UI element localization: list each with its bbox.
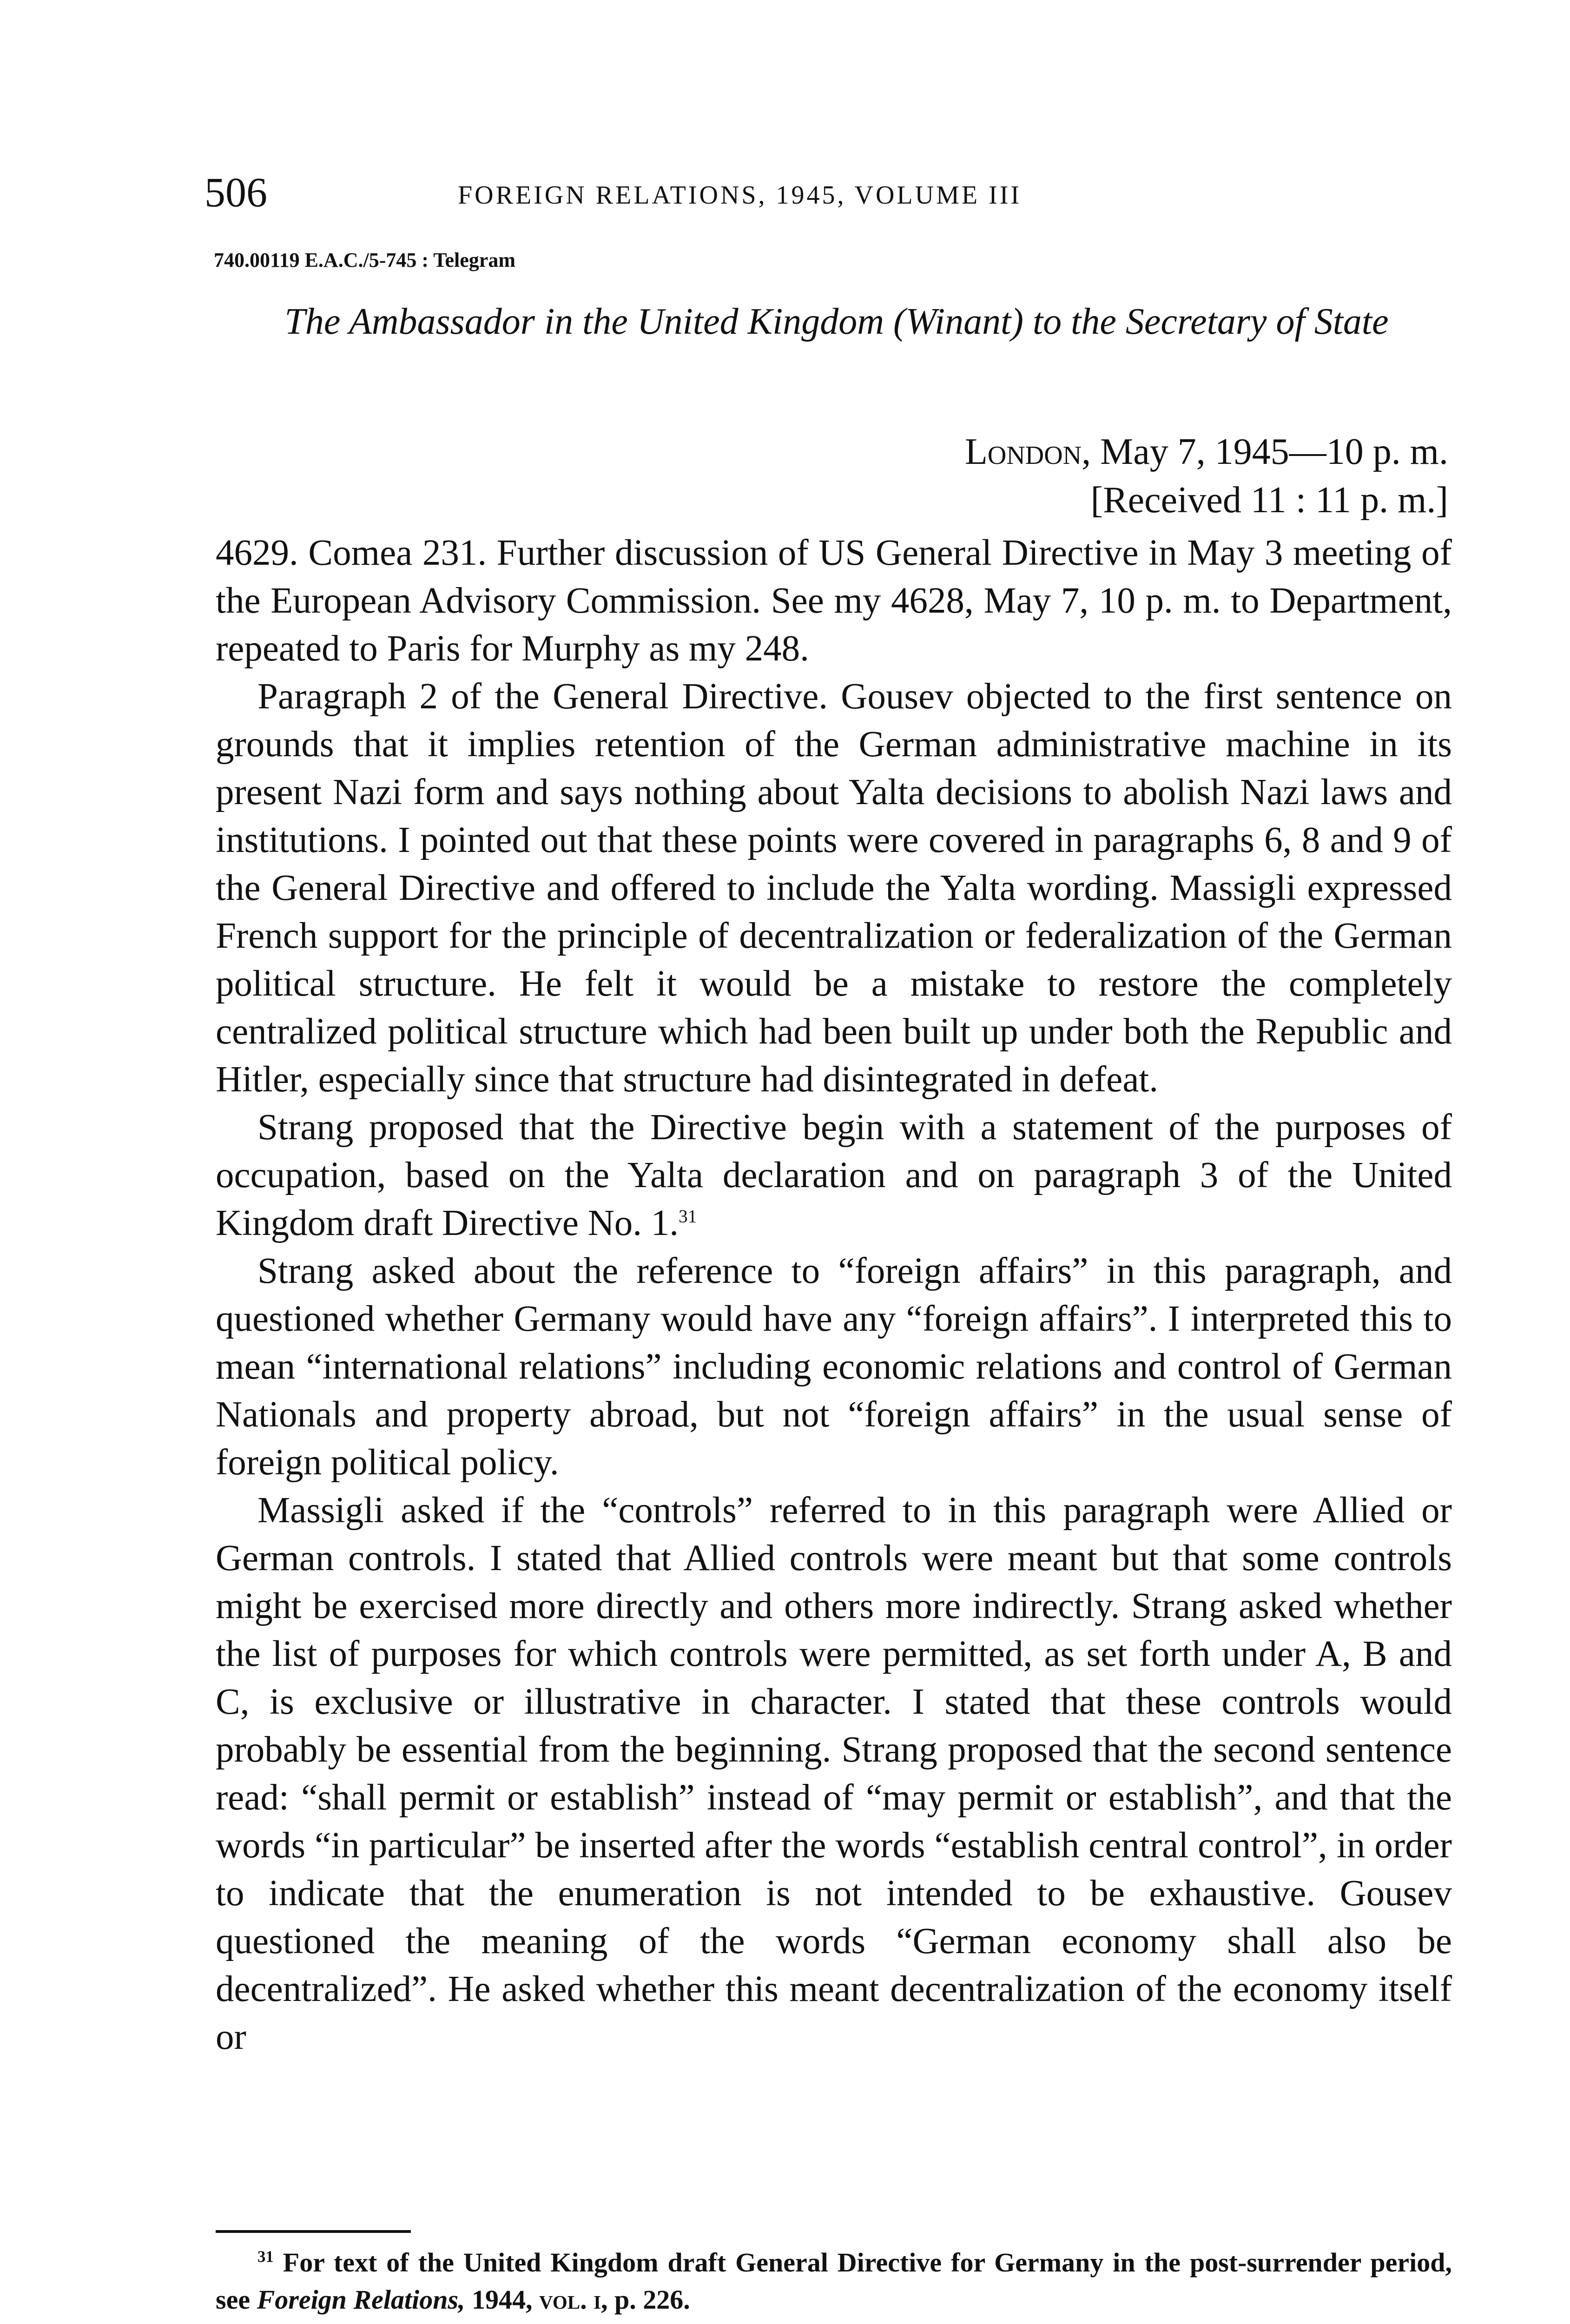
paragraph-3 — [216, 1103, 1452, 1247]
footnote-marker: 31 — [257, 2247, 274, 2266]
footnote-text-after: p. 226. — [607, 2284, 690, 2315]
dispatch-date: May 7, 1945—10 p. m. — [1091, 431, 1448, 472]
paragraph-5: Massigli asked if the “controls” referred to in this paragraph were Allied or German controls. I stated that Allied controls were meant but that some controls might be exercised more directly and others more indirectly. Strang asked whether the list of purposes for which controls were permitted, as set forth under A, B and C, is exclusive or illustrative in character. I stated that these controls would probably be essential from the beginning. Strang proposed that the second sentence read: “shall permit or establish” instead of “may permit or establish”, and that the words “in particular” be inserted after the words “establish central control”, in order to indicate that the enumeration is not intended to be exhaustive. Gousev questioned the meaning of the words “German economy shall also be decentralized”. He asked whether this meant decentralization of the economy itself or — [216, 1490, 1452, 2057]
footnote-year: 1944, — [465, 2284, 540, 2315]
paragraph-3-text: Strang proposed that the Directive begin with a statement of the purposes of occupation, based on the Yalta declaration and on paragraph 3 of the United Kingdom draft Directive No. 1. — [216, 1107, 1452, 1243]
footnote-reference: 31 — [679, 1206, 697, 1227]
footnote-text-before: For text of the United Kingdom draft General Directive for Germany in the post-surrender period, see — [216, 2247, 1452, 2315]
body-text — [216, 529, 1452, 2061]
page-number: 506 — [204, 170, 267, 216]
place-date-line — [965, 428, 1448, 476]
footnote — [216, 2244, 1452, 2318]
running-title: FOREIGN RELATIONS, 1945, VOLUME III — [458, 181, 1022, 210]
footnote-source-title: Foreign Relations, — [257, 2284, 465, 2315]
footnote-volume: vol. i, — [539, 2284, 608, 2315]
paragraph-2: Paragraph 2 of the General Directive. Gousev objected to the first sentence on grounds that it implies retention of the German administrative machine in its present Nazi form and says nothing about Yalta decisions to abolish Nazi laws and institutions. I pointed out that these points were covered in paragraphs 6, 8 and 9 of the General Directive and offered to include the Yalta wording. Massigli expressed French support for the principle of decentralization or federalization of the German political structure. He felt it would be a mistake to restore the completely centralized political structure which had been built up under both the Republic and Hitler, especially since that structure had disintegrated in defeat. — [216, 676, 1452, 1100]
paragraph-4: Strang asked about the reference to “foreign affairs” in this paragraph, and questioned whether Germany would have any “foreign affairs”. I interpreted this to mean “international relations” including economic relations and control of German Nationals and property abroad, but not “foreign affairs” in the usual sense of foreign political policy. — [216, 1251, 1452, 1483]
paragraph-1: 4629. Comea 231. Further discussion of US General Directive in May 3 meeting of the European Advisory Commission. See my 4628, May 7, 10 p. m. to Department, repeated to Paris for Murphy as my 248. — [216, 533, 1452, 669]
running-head — [204, 167, 1455, 218]
footnote-divider — [216, 2230, 411, 2233]
document-title: The Ambassador in the United Kingdom (Winant) to the Secretary of State — [284, 301, 1389, 342]
received-line: [Received 11 : 11 p. m.] — [1090, 480, 1448, 521]
file-reference: 740.00119 E.A.C./5-745 : Telegram — [214, 249, 515, 271]
place-name: London, — [965, 431, 1091, 472]
